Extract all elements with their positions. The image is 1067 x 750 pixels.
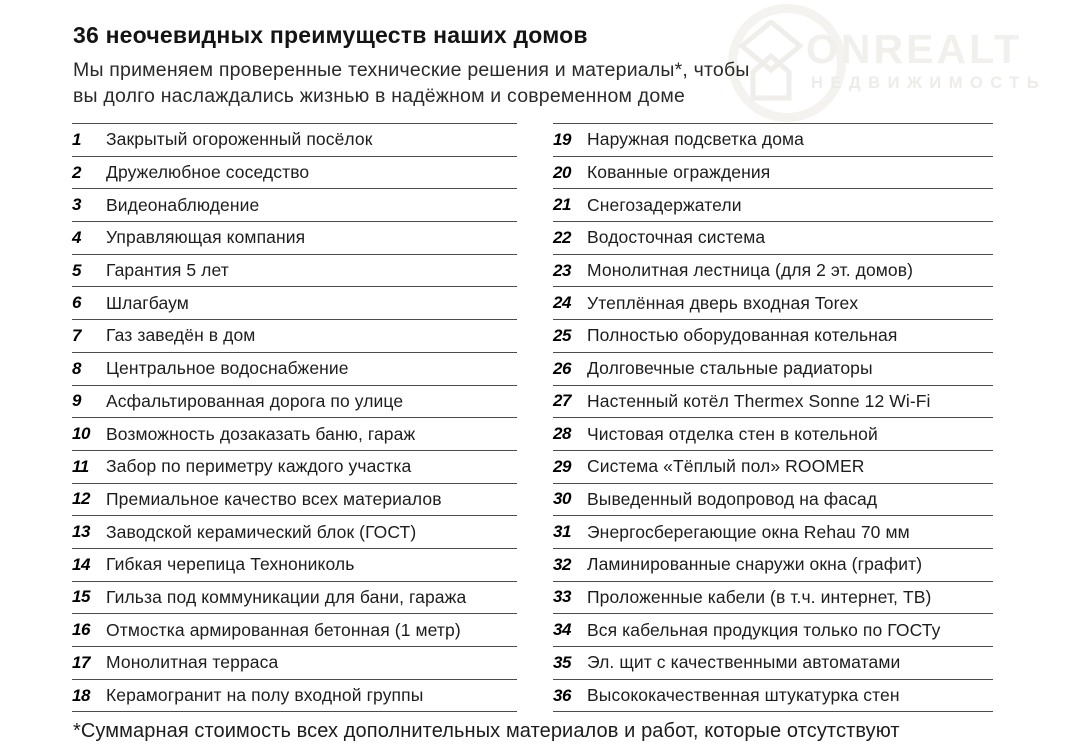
- item-label: Высококачественная штукатурка стен: [587, 685, 900, 706]
- list-item: [72, 287, 517, 320]
- list-item: [72, 418, 517, 451]
- item-label: Проложенные кабели (в т.ч. интернет, ТВ): [587, 586, 932, 607]
- item-number: 4: [72, 227, 81, 247]
- item-label: Гильза под коммуникации для бани, гаража: [106, 586, 467, 607]
- page-title: 36 неочевидных преимуществ наших домов: [73, 22, 588, 48]
- item-number: 36: [553, 685, 571, 705]
- list-item: [72, 157, 517, 190]
- list-item: [553, 582, 993, 615]
- advantages-column-right: [553, 123, 993, 712]
- page-subtitle: [73, 57, 750, 109]
- list-item: [72, 255, 517, 288]
- item-number: 25: [553, 325, 571, 345]
- item-label: Система «Тёплый пол» ROOMER: [587, 456, 865, 477]
- list-item: [72, 484, 517, 517]
- item-label: Керамогранит на полу входной группы: [106, 685, 424, 706]
- item-number: 1: [72, 129, 81, 149]
- watermark-brand-text: ONREALT: [806, 26, 1023, 72]
- list-item: [553, 418, 993, 451]
- list-item: [72, 353, 517, 386]
- list-item: [553, 549, 993, 582]
- item-label: Гарантия 5 лет: [106, 260, 229, 281]
- item-number: 17: [72, 652, 90, 672]
- list-item: [553, 189, 993, 222]
- item-label: Снегозадержатели: [587, 194, 742, 215]
- list-item: [553, 157, 993, 190]
- list-item: [72, 222, 517, 255]
- item-number: 24: [553, 293, 571, 313]
- item-number: 16: [72, 620, 90, 640]
- list-item: [553, 451, 993, 484]
- item-label: Газ заведён в дом: [106, 325, 256, 346]
- item-label: Наружная подсветка дома: [587, 129, 804, 150]
- item-label: Асфальтированная дорога по улице: [106, 390, 404, 411]
- list-item: [553, 386, 993, 419]
- list-item: [72, 647, 517, 680]
- item-number: 2: [72, 162, 81, 182]
- list-item: [72, 582, 517, 615]
- item-label: Видеонаблюдение: [106, 194, 260, 215]
- list-item: [553, 287, 993, 320]
- item-label: Утеплённая дверь входная Torex: [587, 292, 859, 313]
- item-number: 28: [553, 424, 571, 444]
- item-label: Закрытый огороженный посёлок: [106, 129, 373, 150]
- item-number: 26: [553, 358, 571, 378]
- item-label: Долговечные стальные радиаторы: [587, 358, 873, 379]
- item-number: 32: [553, 554, 571, 574]
- item-label: Ламинированные снаружи окна (графит): [587, 554, 923, 575]
- item-label: Центральное водоснабжение: [106, 358, 349, 379]
- item-number: 11: [72, 456, 89, 476]
- item-number: 7: [72, 325, 81, 345]
- list-item: [72, 451, 517, 484]
- list-item: [72, 614, 517, 647]
- watermark-tagline-text: НЕДВИЖИМОСТЬ: [811, 74, 1047, 92]
- subtitle-line-1: Мы применяем проверенные технические решения и материалы*, чтобы: [73, 59, 750, 81]
- item-label: Премиальное качество всех материалов: [106, 488, 442, 509]
- list-item: [553, 680, 993, 713]
- item-number: 15: [72, 587, 90, 607]
- list-item: [72, 680, 517, 713]
- item-number: 20: [553, 162, 571, 182]
- item-label: Эл. щит с качественными автоматами: [587, 652, 901, 673]
- item-number: 6: [72, 293, 81, 313]
- item-label: Управляющая компания: [106, 227, 306, 248]
- list-item: [72, 189, 517, 222]
- item-number: 18: [72, 685, 90, 705]
- list-item: [553, 353, 993, 386]
- item-label: Чистовая отделка стен в котельной: [587, 423, 878, 444]
- item-number: 22: [553, 227, 571, 247]
- list-item: [553, 255, 993, 288]
- item-number: 3: [72, 195, 81, 215]
- item-label: Дружелюбное соседство: [106, 162, 310, 183]
- item-label: Монолитная терраса: [106, 652, 279, 673]
- list-item: [553, 320, 993, 353]
- item-label: Энергосберегающие окна Rehau 70 мм: [587, 521, 910, 542]
- item-label: Забор по периметру каждого участка: [106, 456, 412, 477]
- item-number: 30: [553, 489, 571, 509]
- list-item: [72, 124, 517, 157]
- item-label: Заводской керамический блок (ГОСТ): [106, 521, 417, 542]
- item-number: 13: [72, 522, 90, 542]
- item-number: 21: [553, 195, 571, 215]
- item-number: 14: [72, 554, 90, 574]
- item-label: Шлагбаум: [106, 292, 189, 313]
- item-number: 8: [72, 358, 81, 378]
- item-label: Полностью оборудованная котельная: [587, 325, 898, 346]
- item-number: 27: [553, 391, 571, 411]
- item-label: Отмостка армированная бетонная (1 метр): [106, 619, 461, 640]
- item-label: Выведенный водопровод на фасад: [587, 488, 878, 509]
- item-number: 12: [72, 489, 90, 509]
- list-item: [553, 484, 993, 517]
- advantages-column-left: [72, 123, 517, 712]
- item-number: 9: [72, 391, 81, 411]
- list-item: [553, 647, 993, 680]
- subtitle-line-2: вы долго наслаждались жизнью в надёжном и современном доме: [73, 85, 686, 107]
- item-label: Вся кабельная продукция только по ГОСТу: [587, 619, 941, 640]
- item-number: 29: [553, 456, 571, 476]
- item-number: 31: [553, 522, 571, 542]
- list-item: [553, 222, 993, 255]
- footnote-text: *Суммарная стоимость всех дополнительных материалов и работ, которые отсутствуют: [73, 720, 900, 742]
- list-item: [553, 516, 993, 549]
- list-item: [72, 386, 517, 419]
- list-item: [72, 516, 517, 549]
- item-label: Монолитная лестница (для 2 эт. домов): [587, 260, 914, 281]
- item-number: 19: [553, 129, 571, 149]
- item-number: 10: [72, 424, 90, 444]
- list-item: [72, 320, 517, 353]
- list-item: [553, 614, 993, 647]
- item-label: Водосточная система: [587, 227, 766, 248]
- item-label: Возможность дозаказать баню, гараж: [106, 423, 416, 444]
- item-label: Гибкая черепица Технониколь: [106, 554, 355, 575]
- item-number: 5: [72, 260, 81, 280]
- item-label: Настенный котёл Thermex Sonne 12 Wi-Fi: [587, 390, 931, 411]
- list-item: [72, 549, 517, 582]
- item-number: 33: [553, 587, 571, 607]
- item-number: 34: [553, 620, 571, 640]
- item-number: 35: [553, 652, 571, 672]
- item-number: 23: [553, 260, 571, 280]
- list-item: [553, 124, 993, 157]
- item-label: Кованные ограждения: [587, 162, 771, 183]
